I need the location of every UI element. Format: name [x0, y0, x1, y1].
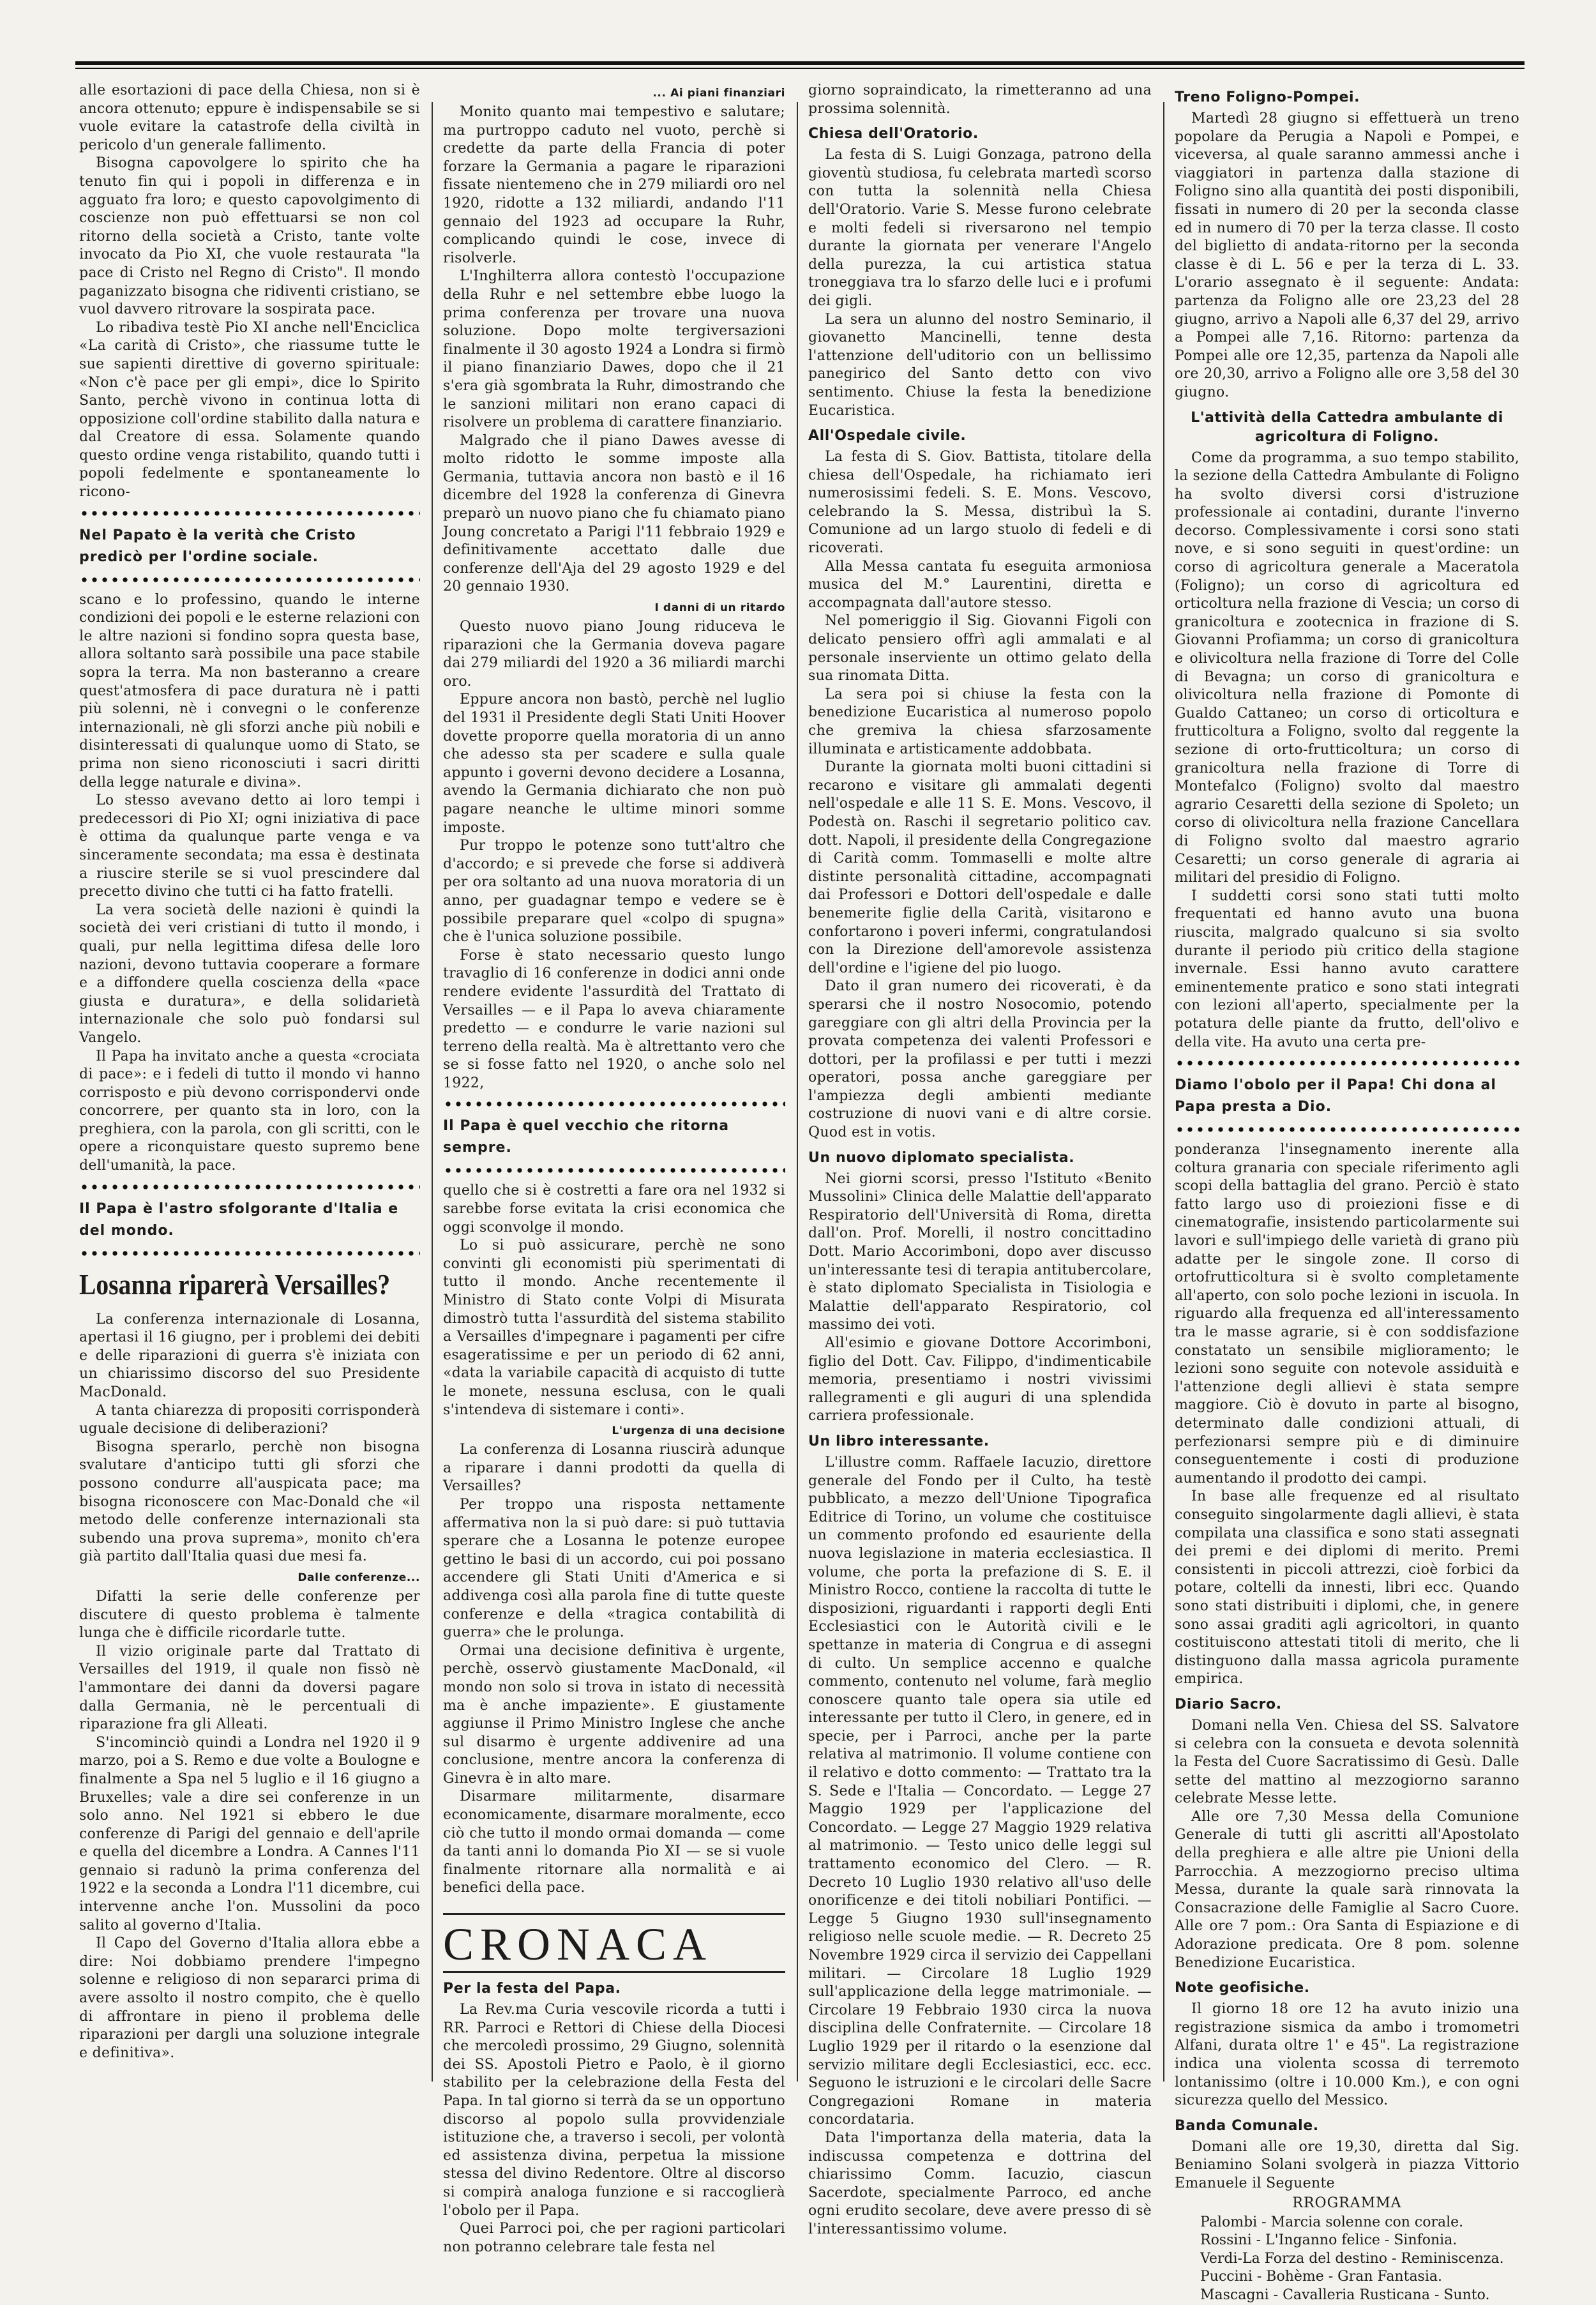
dot-divider	[79, 511, 420, 516]
article-text: La conferenza di Losanna riuscirà adunque a riparare i danni prodotti da quella di Versailles?	[443, 1442, 785, 1495]
article-text: Ormai una decisione definitiva è urgente, perchè, osservò giustamente MacDonald, «il mondo non solo si trova in istato di necessità ma è anche impaziente». E giustamente aggiunse il Primo Ministro Inglese che anche sul disarmo è urgente addivenire ad una conclusione, mentre ancora la conferenza di Ginevra è in alto mare.	[443, 1642, 785, 1787]
article-text: A tanta chiarezza di propositi corrisponderà uguale decisione di deliberazioni?	[79, 1402, 420, 1437]
subheading: I danni di un ritardo	[654, 601, 785, 615]
article-text: La sera poi si chiuse la festa con la benedizione Eucaristica al numeroso popolo che gremiva la chiesa sfarzosamente illuminata e artisticamente addobbata.	[808, 686, 1152, 757]
dot-divider	[79, 1251, 420, 1256]
dot-divider	[79, 577, 420, 582]
article-text: L'illustre comm. Raffaele Iacuzio, direttore generale del Fondo per il Culto, ha testè pubblicato, a mezzo dell'Unione Tipografica Editrice di Torino, un volume che costituisce un commento profondo ed esauriente della nuova legislazione in materia ecclesiastica. Il volume, che porta la prefazione di S. E. il Ministro Rocco, contiene la raccolta di tutte le disposizioni, riguardanti i rapporti degli Enti Ecclesiastici con le Autorità civili e le spettanze in materia di Congrua e di assegni di culto. Un semplice accenno e qualche commento, contenuto nel volume, farà meglio conoscere quanto tale opera sia utile ed interessante per tutto il Clero, in genere, ed in specie, per i Parroci, anche per la parte relativa al matrimonio. Il volume contiene con il relativo e dotto commento: — Trattato tra la S. Sede e l'Italia — Concordato. — Legge 27 Maggio 1929 per l'applicazione del Concordato. — Legge 27 Maggio 1929 relativa al matrimonio. — Testo unico delle leggi sul trattamento economico del Clero. — R. Decreto 10 Luglio 1930 relativo all'uso delle onorificenze e dei titoli nobiliari Pontifici. — Legge 5 Giugno 1930 sull'insegnamento religioso nelle scuole medie. — R. Decreto 25 Novembre 1929 circa il servizio dei Cappellani militari. — Circolare 18 Luglio 1929 sull'applicazione della legge matrimoniale. — Circolare 19 Febbraio 1930 circa la nuova disciplina delle Confraternite. — Circolare 18 Luglio 1929 per il ritardo o la esenzione dal servizio militare degli Ecclesiastici, ecc. ecc. Seguono le istruzioni e le circolari delle Sacre Congregazioni Romane in materia concordataria.	[808, 1454, 1152, 2128]
article-text: Questo nuovo piano Joung riduceva le riparazioni che la Germania doveva pagare dai 279 miliardi del 1920 a 36 miliardi marchi oro.	[443, 619, 785, 690]
article-headline: Losanna riparerà Versailles?	[79, 1267, 391, 1301]
article-text: I suddetti corsi sono stati tutti molto frequentati ed hanno avuto una buona riuscita, malgrado qualcuno si sia svolto durante il periodo più critico della stagione invernale. Essi hanno avuto carattere eminentemente pratico e sono stati integrati con lezioni all'aperto, specialmente per la potatura delle piante da frutto, dell'olivo e della vite. Ha avuto una certa pre-	[1175, 888, 1519, 1050]
article-text: Domani alle ore 19,30, diretta dal Sig. Beniamino Solani svolgerà in piazza Vittorio Emanuele il Seguente	[1175, 2138, 1519, 2191]
article-text: All'esimio e giovane Dottore Accorimboni, figlio del Dott. Cav. Filippo, d'indimenticabile memoria, presentiamo i nostri vivissimi rallegramenti e gli auguri di una splendida carriera professionale.	[808, 1335, 1152, 1425]
section-heading: Treno Foligno-Pompei.	[1175, 89, 1360, 105]
article-text: Domani nella Ven. Chiesa del SS. Salvatore si celebra con la consueta e devota solennità la Festa del Cuore Sacratissimo di Gesù. Dalle sette del mattino al mezzogiorno saranno celebrate Messe lette.	[1175, 1717, 1519, 1807]
section-heading: Diamo l'obolo per il Papa! Chi dona al Papa presta a Dio.	[1175, 1077, 1496, 1115]
article-text: Come da programma, a suo tempo stabilito, la sezione della Cattedra Ambulante di Foligno ha svolto diversi corsi d'istruzione professionale ai contadini, durante l'inverno decorso. Complessivamente i corsi sono stati nove, e si sono seguiti in quest'ordine: un corso di agricoltura generale a Maceratola (Foligno); un corso di agricoltura ed orticoltura nella frazione di Vescia; un corso di granicoltura e zootecnica in frazione di S. Giovanni Profiamma; un corso di granicoltura e olivicoltura nella frazione di Torre del Colle di Bevagna; un corso di granicoltura e olivicoltura nella frazione di Pomonte di Gualdo Cattaneo; un corso di orticoltura e frutticoltura a Foligno, svolto dal reggente la sezione di orto-frutticoltura; un corso di granicoltura nella frazione di Torre di Montefalco (Foligno) svolto dal maestro agrario Cesaretti della sezione di Spoleto; un corso di olivicoltura nella frazione Cancellara di Foligno svolto dal maestro agrario Cesaretti; un corso generale di agraria ai militari del presidio di Foligno.	[1175, 450, 1519, 886]
column-rule-2	[797, 102, 798, 2082]
article-text: Il Capo del Governo d'Italia allora ebbe a dire: Noi dobbiamo prendere l'impegno solenne e religioso di non separarci prima di avere assolto il nostro compito, che è quello di affrontare in pieno il problema delle riparazioni per dargli una soluzione integrale e definitiva».	[79, 1935, 420, 2061]
article-text: Malgrado che il piano Dawes avesse di molto ridotto le somme imposte alla Germania, tuttavia ancora non bastò e il 16 dicembre del 1928 la conferenza di Ginevra preparò un nuovo piano che fu chiamato piano Joung concretato a Parigi l'11 febbraio 1929 e definitivamente accettato dalle due conferenze dell'Aja del 29 agosto 1929 e del 20 gennaio 1930.	[443, 432, 785, 595]
article-text: alle esortazioni di pace della Chiesa, non si è ancora ottenuto; eppure è indispensabile se si vuole evitare la catastrofe della civiltà in pericolo d'un generale fallimento.	[79, 82, 420, 153]
article-text: Data l'importanza della materia, data la indiscussa competenza e dottrina del chiarissimo Comm. Iacuzio, ciascun Sacerdote, specialmente Parroco, ed anche ogni erudito secolare, deve avere presso di sè l'interessantissimo volume.	[808, 2129, 1152, 2237]
article-text: La Rev.ma Curia vescovile ricorda a tutti i RR. Parroci e Rettori di Chiese della Diocesi che mercoledì prossimo, 29 Giugno, solennità dei SS. Apostoli Pietro e Paolo, è il giorno stabilito per la celebrazione della Festa del Papa. In tal giorno si terrà da se un opportuno discorso al popolo sulla provvidenziale istituzione che, a traverso i secoli, per volontà ed assistenza divina, perpetua la missione stessa del divino Redentore. Oltre al discorso si compirà analoga funzione e si raccoglierà l'obolo per il Papa.	[443, 2002, 785, 2219]
program-item: Palombi - Marcia solenne con corale.	[1200, 2214, 1464, 2230]
section-heading: Banda Comunale.	[1175, 2117, 1319, 2134]
article-text: Quei Parroci poi, che per ragioni particolari non potranno celebrare tale festa nel	[443, 2221, 785, 2255]
article-text: Il giorno 18 ore 12 ha avuto inizio una registrazione sismica da ambo i tromometri Alfani, durata oltre 1' e 45". La registrazione indica una violenta scossa di terremoto lontanissimo (oltre i 10.000 Km.), e con ogni sicurezza quello del Messico.	[1175, 2001, 1519, 2109]
dot-divider	[443, 1101, 785, 1107]
article-text: La festa di S. Giov. Battista, titolare della chiesa dell'Ospedale, ha richiamato ieri numerosissimi fedeli. S. E. Mons. Vescovo, celebrando la S. Messa, distribuì la S. Comunione ad un largo stuolo di fedeli e di ricoverati.	[808, 449, 1152, 557]
dot-divider	[1175, 1127, 1519, 1132]
program-item: Mascagni - Cavalleria Rusticana - Sunto.	[1200, 2286, 1490, 2303]
article-text: S'incominciò quindi a Londra nel 1920 il 9 marzo, poi a S. Remo e due volte a Boulogne e finalmente a Spa nel 5 luglio e il 16 giugno a Bruxelles; vale a dire sei conferenze in un solo anno. Nel 1921 si ebbero le due conferenze di Parigi del gennaio e dell'aprile e quella del dicembre a Londra. A Cannes l'11 gennaio si radunò la prima conferenza del 1922 e la seconda a Londra l'11 dicembre, cui intervenne anche l'on. Mussolini da poco salito al governo d'Italia.	[79, 1734, 420, 1933]
article-text: Lo stesso avevano detto ai loro tempi i predecessori di Pio XI; ogni iniziativa di pace è ottima da qualunque parte venga e va sinceramente secondata; ma essa è destinata a riuscire sterile se si vuol prescindere dal precetto divino che tutti ci ha fatto fratelli.	[79, 792, 420, 900]
section-heading: Un nuovo diplomato specialista.	[808, 1149, 1075, 1166]
article-text: La festa di S. Luigi Gonzaga, patrono della gioventù studiosa, fu celebrata martedì scorso con tutta la solennità nella Chiesa dell'Oratorio. Varie S. Messe furono celebrate e molti fedeli si riversarono nel tempio durante la giornata per venerare l'Angelo della purezza, la cui artistica statua troneggiava tra lo sfarzo delle luci e i profumi dei gigli.	[808, 147, 1152, 309]
article-text: Lo ribadiva testè Pio XI anche nell'Enciclica «La carità di Cristo», che riassume tutte le sue sapienti direttive di governo spirituale: «Non c'è pace per gli empi», dice lo Spirito Santo, perchè vivono in continua lotta di opposizione coll'ordine stabilito dalla natura e dal Creatore di essa. Solamente quando questo ordine venga ristabilito, quando tutti i popoli fedelmente e spontaneamente lo ricono-	[79, 319, 420, 501]
article-text: Alle ore 7,30 Messa della Comunione Generale di tutti gli ascritti all'Apostolato della preghiera e alle altre pie Unioni della Parrocchia. A mezzogiorno preciso ultima Messa, durante la quale sarà rinnovata la Consacrazione delle Famiglie al Sacro Cuore. Alle ore 7 pom.: Ora Santa di Espiazione e di Adorazione predicata. Ore 8 pom. solenne Benedizione Eucaristica.	[1175, 1808, 1519, 1971]
article-text: Dato il gran numero dei ricoverati, è da sperarsi che il nostro Nosocomio, potendo gareggiare con gli altri della Provincia per la provata competenza dei valenti Professori e dottori, per la profilassi e per tutti i mezzi operatori, possa anche gareggiare per l'ampiezza degli ambienti mediante costruzione di nuovi vani e di altre corsie. Quod est in votis.	[808, 978, 1152, 1141]
subheading: L'urgenza di una decisione	[612, 1425, 785, 1438]
dot-divider	[79, 1184, 420, 1190]
section-heading: Note geofisiche.	[1175, 1980, 1310, 1997]
dot-divider	[443, 1168, 785, 1173]
section-heading: Un libro interessante.	[808, 1433, 990, 1449]
article-text: Forse è stato necessario questo lungo travaglio di 16 conferenze in dodici anni onde rendere evidente l'assurdità del Trattato di Versailles — e il Papa lo aveva chiaramente predetto — e condurre le varie nazioni sul terreno della realtà. Ma è altrettanto vero che se si fosse fatto nel 1920, o anche solo nel 1922,	[443, 947, 785, 1091]
section-heading: Chiesa dell'Oratorio.	[808, 126, 979, 142]
article-text: Eppure ancora non bastò, perchè nel luglio del 1931 il Presidente degli Stati Uniti Hoover dovette proporre quella moratoria di un anno che adesso sta per scadere e sulla quale appunto i governi devono decidere a Losanna, avendo la Germania dichiarato che non può pagare neanche le ultime minori somme imposte.	[443, 692, 785, 836]
article-text: Monito quanto mai tempestivo e salutare; ma purtroppo caduto nel vuoto, perchè si credette da parte della Francia di poter forzare la Germania a pagare le riparazioni fissate nientemeno che in 279 miliardi oro nel 1920, ridotte a 132 miliardi, andando l'11 gennaio del 1923 ad occupare la Ruhr, complicando quindi le cose, invece di risolverle.	[443, 104, 785, 266]
top-rule	[75, 61, 1524, 65]
article-text: Disarmare militarmente, disarmare economicamente, disarmare moralmente, ecco ciò che tutto il mondo ormai domanda — come da tanti anni lo domanda Pio XI — se si vuole finalmente ritornare alla normalità e ai benefici della pace.	[443, 1788, 785, 1896]
program-item: Rossini - L'Inganno felice - Sinfonia.	[1200, 2232, 1457, 2249]
article-text: Nei giorni scorsi, presso l'Istituto «Benito Mussolini» Clinica delle Malattie dell'apparato Respiratorio dell'Università di Roma, diretta dall'on. Prof. Morelli, il nostro concittadino Dott. Mario Accorimboni, dopo aver discusso un'interessante tesi di terapia antitubercolare, è stato diplomato Specialista in Tisiologia e Malattie dell'apparato Respiratorio, col massimo dei voti.	[808, 1170, 1152, 1333]
article-text: L'Inghilterra allora contestò l'occupazione della Ruhr e nel settembre ebbe luogo la prima conferenza per trovare una nuova soluzione. Dopo molte tergiversazioni finalmente il 30 agosto 1924 a Londra si firmò il piano finanziario Dawes, dopo che il 21 s'era già sgombrata la Ruhr, dimostrando che le sanzioni militari non erano capaci di risolvere un problema di carattere finanziario.	[443, 268, 785, 431]
article-text: Martedì 28 giugno si effettuerà un treno popolare da Perugia a Napoli e Pompei, e viceversa, al quale saranno ammessi anche i viaggiatori in partenza dalla stazione di Foligno sino alla quantità dei posti disponibili, fissati in numero di 20 per la seconda classe ed in numero di 70 per la terza classe. Il costo del biglietto di andata-ritorno per la seconda classe è di L. 56 e per la terza di L. 33. L'orario assegnato è il seguente: Andata: partenza da Foligno alle ore 23,23 del 28 giugno, arrivo a Napoli alle 6,37 del 29, arrivo a Pompei alle 7,16. Ritorno: partenza da Pompei alle ore 12,35, partenza da Napoli alle ore 20,30, arrivo a Foligno alle ore 3,58 del 30 giugno.	[1175, 110, 1519, 400]
section-heading: Per la festa del Papa.	[443, 1981, 621, 1997]
column-3	[808, 82, 1152, 2237]
subheading: ... Ai piani finanziari	[652, 87, 785, 100]
article-text: Il vizio originale parte dal Trattato di Versailles del 1919, il quale non fissò nè l'ammontare dei danni da doversi pagare dalla Germania, nè le percentuali di riparazione fra gli Alleati.	[79, 1643, 420, 1733]
section-heading: Il Papa è l'astro sfolgorante d'Italia e del mondo.	[79, 1200, 399, 1239]
program-title: RROGRAMMA	[1292, 2195, 1402, 2211]
article-text: Difatti la serie delle conferenze per discutere di questo problema è talmente lunga che è difficile ricordarle tutte.	[79, 1588, 420, 1642]
article-text: Bisogna sperarlo, perchè non bisogna svalutare d'anticipo tutti gli sforzi che possono condurre all'auspicata pace; ma bisogna riconoscere con Mac-Donald che «il metodo delle conferenze internazionali sta subendo una prova suprema», monito ch'era già partito dall'Italia quasi due mesi fa.	[79, 1439, 420, 1565]
top-rule-thin	[75, 68, 1524, 69]
article-text: Bisogna capovolgere lo spirito che ha tenuto fin qui i popoli in differenza e in agguato fra loro; e questo capovolgimento di coscienze non può effettuarsi se non col ritorno della società a Cristo, tante volte invocato da Pio XI, che vuole restaurata "la pace di Cristo nel Regno di Cristo". Il mondo paganizzato bisogna che ridiventi cristiano, se vuol davvero ritrovare la sospirata pace.	[79, 155, 420, 318]
column-1	[79, 82, 420, 2074]
article-text: Alla Messa cantata fu eseguita armoniosa musica del M.° Laurentini, diretta e accompagnata dall'autore stesso.	[808, 558, 1152, 611]
program-item: Verdi-La Forza del destino - Reminiscenza.	[1200, 2250, 1504, 2267]
article-text: In base alle frequenze ed al risultato conseguito singolarmente dagli allievi, è stata compilata una classifica e sono stati assegnati dei premi e dei diplomi di merito. Premi consistenti in piccoli attrezzi, cioè forbici da potare, coltelli da innesti, libri ecc. Quando sono stati distribuiti i diplomi, che, in genere sono assai graditi agli agricoltori, in quanto costituiscono attestati titoli di merito, che li distinguono dalla massa agricola puramente empirica.	[1175, 1488, 1519, 1688]
article-text: Nel pomeriggio il Sig. Giovanni Figoli con delicato pensiero offrì agli ammalati e al personale inserviente un ottimo gelato della sua rinomata Ditta.	[808, 613, 1152, 684]
section-heading: Il Papa è quel vecchio che ritorna sempre.	[443, 1118, 730, 1156]
column-4	[1175, 82, 1519, 2303]
section-heading: All'Ospedale civile.	[808, 428, 967, 444]
article-text: ponderanza l'insegnamento inerente alla coltura granaria con speciale riferimento agli scopi della battaglia del grano. Perciò è stato fatto largo uso di proiezioni fisse e di cinematografie, insistendo particolarmente sui lavori e sull'impiego delle varietà di grano più adatte per le singole zone. Il corso di ortofrutticoltura si è svolto completamente all'aperto, con solo poche lezioni in iscuola. In riguardo alla frequenza ed all'interessamento tra le masse agrarie, si è con soddisfazione constatato un sensibile miglioramento; le lezioni sono seguite con notevole assiduità e l'attenzione degli allievi è stata sempre maggiore. Ciò è dovuto in parte al bisogno, determinato dalle condizioni attuali, di perfezionarsi sempre più e di diminuire conseguentemente i costi di produzione aumentando il prodotto dei campi.	[1175, 1142, 1519, 1486]
article-text: Lo si può assicurare, perchè ne sono convinti gli economisti più sperimentati di tutto il mondo. Anche recentemente il Ministro di Stato conte Volpi di Misurata dimostrò tutta l'assurdità del sistema stabilito a Versailles d'impegnare i pagamenti per cifre esageratissime e per un periodo di 62 anni, «data la variabile capacità di acquisto di tutte le monete, nessuna esclusa, con le quali s'intendeva di sistemare i conti».	[443, 1237, 785, 1418]
section-heading: L'attività della Cattedra ambulante di agricoltura di Foligno.	[1191, 409, 1503, 445]
column-2	[443, 82, 785, 2255]
dot-divider	[1175, 1061, 1519, 1066]
article-text: quello che si è costretti a fare ora nel 1932 si sarebbe forse evitata la crisi economica che oggi sconvolge il mondo.	[443, 1183, 785, 1236]
article-text: Durante la giornata molti buoni cittadini si recarono e visitare gli ammalati degenti nell'ospedale e alle 11 S. E. Mons. Vescovo, il Podestà on. Raschi il segretario politico cav. dott. Napoli, il presidente della Congregazione di Carità comm. Tommaselli e molte altre distinte personalità cittadine, accompagnati dai Professori e Dottori dell'ospedale e dalle benemerite figlie della Carità, visitarono e confortarono i poveri infermi, congratulandosi con la Direzione dell'amorevole assistenza dell'ordine e l'igiene del pio luogo.	[808, 759, 1152, 976]
article-text: La vera società delle nazioni è quindi la società dei veri cristiani di tutto il mondo, i quali, pur nella legittima difesa delle loro nazioni, devono tuttavia cooperare a formare e a diffondere quella coscienza della «pace giusta e duratura», e della solidarietà internazionale che solo può fondarsi sul Vangelo.	[79, 902, 420, 1046]
column-rule-3	[1163, 102, 1164, 2082]
article-text: Per troppo una risposta nettamente affermativa non la si può dare: si può tuttavia sperare che a Losanna le potenze europee gettino le basi di un accordo, cui poi possano accendere gli Stati Uniti d'America e si addivenga così alla parola fine di tutte queste conferenze e della «tragica contabilità di guerra» che le prolunga.	[443, 1496, 785, 1641]
article-text: scano e lo professino, quando le interne condizioni dei popoli e le esterne relazioni con le altre nazioni si fondino sopra questa base, allora soltanto sarà possibile una pace stabile sopra la terra. Ma non basteranno a creare quest'atmosfera di pace duratura nè i patti più solenni, nè i convegni o le conferenze internazionali, nè gli sforzi anche più nobili e disinteressati di qualunque uomo di Stato, se prima non sieno riconosciuti i sacri diritti della legge naturale e divina».	[79, 591, 420, 790]
article-text: La sera un alunno del nostro Seminario, il giovanetto Mancinelli, tenne desta l'attenzione dell'uditorio con un bellissimo panegirico del Santo detto con vivo sentimento. Chiuse la festa la benedizione Eucaristica.	[808, 311, 1152, 419]
article-text: La conferenza internazionale di Losanna, apertasi il 16 giugno, per i problemi dei debiti e delle riparazioni di guerra s'è iniziata con un chiarissimo discorso del suo Presidente MacDonald.	[79, 1311, 420, 1401]
article-text: Pur troppo le potenze sono tutt'altro che d'accordo; e si prevede che forse si addiverà per ora soltanto ad una nuova moratoria di un anno, per guadagnar tempo e vedere se è possibile preparare quel «colpo di spugna» che è l'unica soluzione possibile.	[443, 838, 785, 946]
section-heading: Diario Sacro.	[1175, 1696, 1282, 1712]
subheading: Dalle conferenze...	[297, 1571, 420, 1584]
section-masthead-cronaca: CRONACA	[443, 1913, 785, 1973]
article-text: giorno sopraindicato, la rimetteranno ad una prossima solennità.	[808, 82, 1152, 117]
column-rule-1	[432, 102, 433, 2082]
section-heading: Nel Papato è la verità che Cristo predicò per l'ordine sociale.	[79, 527, 356, 565]
article-text: Il Papa ha invitato anche a questa «crociata di pace»: e i fedeli di tutto il mondo vi hanno corrisposto e più devono corrispondervi onde concorrere, per quanto sta in loro, con la preghiera, con la parola, con gli scritti, con le opere a riconquistare questo supremo bene dell'umanità, la pace.	[79, 1048, 420, 1174]
program-item: Puccini - Bohème - Gran Fantasia.	[1200, 2269, 1442, 2285]
